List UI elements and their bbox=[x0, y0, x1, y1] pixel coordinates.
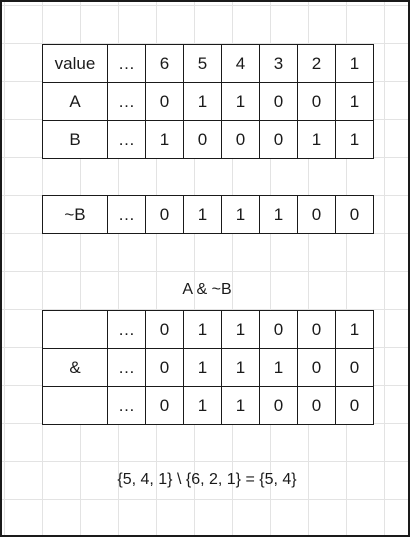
table-cell: 5 bbox=[184, 45, 222, 83]
table-cell: A bbox=[43, 83, 108, 121]
table-row-not-b bbox=[43, 196, 374, 234]
table-cell: 4 bbox=[222, 45, 260, 83]
table-cell: 0 bbox=[336, 387, 374, 425]
table-row-a bbox=[43, 83, 374, 121]
table-row-value-header bbox=[43, 45, 374, 83]
table-cell: 1 bbox=[184, 196, 222, 234]
table-cell: … bbox=[108, 387, 146, 425]
table-row-and-result bbox=[43, 387, 374, 425]
table-cell: 1 bbox=[222, 349, 260, 387]
table-cell: 0 bbox=[260, 121, 298, 159]
table-cell: 0 bbox=[298, 387, 336, 425]
table-cell: 1 bbox=[260, 196, 298, 234]
table-cell: 1 bbox=[222, 83, 260, 121]
table-cell bbox=[43, 387, 108, 425]
table-cell: 1 bbox=[260, 349, 298, 387]
table-cell: 1 bbox=[298, 121, 336, 159]
table-cell: … bbox=[108, 349, 146, 387]
table-cell: 0 bbox=[298, 349, 336, 387]
table-cell: 0 bbox=[184, 121, 222, 159]
table-cell: 0 bbox=[260, 387, 298, 425]
table-cell bbox=[43, 311, 108, 349]
table-cell: ~B bbox=[43, 196, 108, 234]
table-cell: 0 bbox=[146, 387, 184, 425]
table-cell: 1 bbox=[336, 311, 374, 349]
table-cell: 1 bbox=[184, 349, 222, 387]
table-cell: 1 bbox=[222, 311, 260, 349]
table-a-b bbox=[42, 44, 374, 159]
table-cell: 0 bbox=[298, 83, 336, 121]
table-cell: 0 bbox=[260, 83, 298, 121]
table-cell: value bbox=[43, 45, 108, 83]
table-cell: 1 bbox=[184, 83, 222, 121]
table-row-not-b-operand bbox=[43, 349, 374, 387]
table-cell: 0 bbox=[146, 196, 184, 234]
table-cell: 0 bbox=[336, 196, 374, 234]
table-cell: 0 bbox=[260, 311, 298, 349]
table-cell: 1 bbox=[336, 121, 374, 159]
table-cell: 3 bbox=[260, 45, 298, 83]
table-cell: 0 bbox=[298, 311, 336, 349]
table-cell: 1 bbox=[222, 387, 260, 425]
table-cell: 0 bbox=[222, 121, 260, 159]
table-cell: 1 bbox=[146, 121, 184, 159]
table-cell: … bbox=[108, 83, 146, 121]
table-cell: 0 bbox=[336, 349, 374, 387]
table-cell: 1 bbox=[336, 83, 374, 121]
table-cell: 0 bbox=[146, 311, 184, 349]
table-cell: … bbox=[108, 311, 146, 349]
table-cell: 6 bbox=[146, 45, 184, 83]
table-row-a-operand bbox=[43, 311, 374, 349]
table-cell: 0 bbox=[146, 349, 184, 387]
table-not-b bbox=[42, 195, 374, 234]
table-cell: 0 bbox=[146, 83, 184, 121]
table-cell: … bbox=[108, 121, 146, 159]
table-cell: & bbox=[43, 349, 108, 387]
table-row-b bbox=[43, 121, 374, 159]
result-caption: {5, 4, 1} \ {6, 2, 1} = {5, 4} bbox=[117, 471, 297, 488]
table-cell: 1 bbox=[184, 311, 222, 349]
table-cell: … bbox=[108, 196, 146, 234]
table-and-result bbox=[42, 310, 374, 425]
table-cell: 1 bbox=[184, 387, 222, 425]
table-cell: … bbox=[108, 45, 146, 83]
table-cell: 1 bbox=[222, 196, 260, 234]
table-cell: 0 bbox=[298, 196, 336, 234]
table-cell: 1 bbox=[336, 45, 374, 83]
table-cell: B bbox=[43, 121, 108, 159]
table-cell: 2 bbox=[298, 45, 336, 83]
and-caption: A & ~B bbox=[182, 281, 232, 298]
